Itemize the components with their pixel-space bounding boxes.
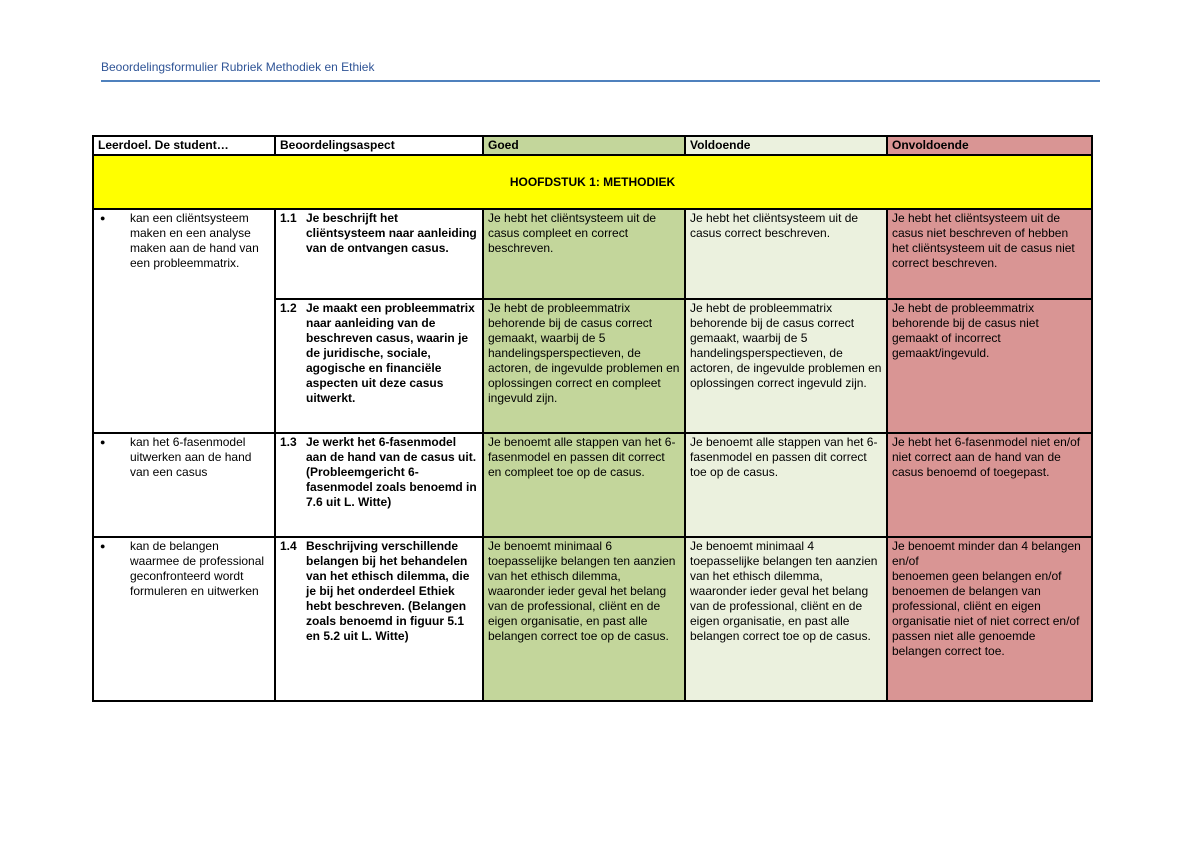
- aspect-number: 1.1: [280, 211, 297, 225]
- table-row: [93, 209, 1092, 299]
- page-header: Beoordelingsformulier Rubriek Methodiek en Ethiek: [101, 60, 375, 74]
- aspect-number: 1.4: [280, 539, 297, 553]
- col-header-onvoldoende: Onvoldoende: [887, 136, 1092, 155]
- chapter-row: [93, 155, 1092, 209]
- criteria-voldoende: Je hebt de probleemmatrix behorende bij de casus correct gemaakt, waarbij de 5 handelingsperspectieven, de actoren, de ingevulde problemen en oplossingen correct ingevuld zijn.: [685, 299, 887, 433]
- criteria-voldoende: Je benoemt alle stappen van het 6-fasenmodel en passen dit correct toe op de casus.: [685, 433, 887, 537]
- goal-cell: [93, 433, 275, 537]
- aspect-number: 1.3: [280, 435, 297, 449]
- aspect-number: 1.2: [280, 301, 297, 315]
- bullet-icon: ●: [100, 437, 106, 447]
- goal-text: kan een cliëntsysteem maken en een analyse maken aan de hand van een probleemmatrix.: [130, 211, 259, 270]
- criteria-goed: Je hebt het cliëntsysteem uit de casus compleet en correct beschreven.: [483, 209, 685, 299]
- table-row: [93, 537, 1092, 701]
- aspect-cell: [275, 299, 483, 433]
- col-header-voldoende: Voldoende: [685, 136, 887, 155]
- header-rule: [101, 80, 1100, 82]
- col-header-leerdoel: Leerdoel. De student…: [93, 136, 275, 155]
- criteria-onvoldoende: Je hebt het 6-fasenmodel niet en/of niet correct aan de hand van de casus benoemd of toegepast.: [887, 433, 1092, 537]
- bullet-icon: ●: [100, 213, 106, 223]
- criteria-onvoldoende: Je hebt het cliëntsysteem uit de casus niet beschreven of hebben het cliëntsysteem uit de casus niet correct beschreven.: [887, 209, 1092, 299]
- aspect-cell: [275, 433, 483, 537]
- goal-cell: [93, 537, 275, 701]
- header-row: [93, 136, 1092, 155]
- col-header-goed: Goed: [483, 136, 685, 155]
- criteria-goed: Je benoemt alle stappen van het 6-fasenmodel en passen dit correct en compleet toe op de casus.: [483, 433, 685, 537]
- criteria-goed: Je hebt de probleemmatrix behorende bij de casus correct gemaakt, waarbij de 5 handelingsperspectieven, de actoren, de ingevulde problemen en oplossingen correct en compleet ingevuld zijn.: [483, 299, 685, 433]
- aspect-cell: [275, 537, 483, 701]
- criteria-voldoende: Je benoemt minimaal 4 toepasselijke belangen ten aanzien van het ethisch dilemma, waaronder ieder geval het belang van de professional, cliënt en de eigen organisatie, en past alle belangen correct toe op de casus.: [685, 537, 887, 701]
- aspect-text: Beschrijving verschillende belangen bij het behandelen van het ethisch dilemma, die je bij het onderdeel Ethiek hebt beschreven. (Belangen zoals benoemd in figuur 5.1 en 5.2 uit L. Witte): [306, 539, 470, 643]
- rubric-table: [92, 135, 1093, 702]
- criteria-goed: Je benoemt minimaal 6 toepasselijke belangen ten aanzien van het ethisch dilemma, waaronder ieder geval het belang van de professional, cliënt en de eigen organisatie, en past alle belangen correct toe op de casus.: [483, 537, 685, 701]
- criteria-onvoldoende: Je benoemt minder dan 4 belangen en/of benoemen geen belangen en/of benoemen de belangen van professional, cliënt en eigen organisatie niet of niet correct en/of passen niet alle genoemde belangen correct toe.: [887, 537, 1092, 701]
- bullet-icon: ●: [100, 541, 106, 551]
- criteria-onvoldoende: Je hebt de probleemmatrix behorende bij de casus niet gemaakt of incorrect gemaakt/ingevuld.: [887, 299, 1092, 433]
- goal-text: kan de belangen waarmee de professional geconfronteerd wordt formuleren en uitwerken: [130, 539, 265, 598]
- goal-text: kan het 6-fasenmodel uitwerken aan de hand van een casus: [130, 435, 252, 479]
- aspect-text: Je maakt een probleemmatrix naar aanleiding van de beschreven casus, waarin je de juridische, sociale, agogische en financiële aspecten uit deze casus uitwerkt.: [306, 301, 475, 405]
- goal-cell: [93, 209, 275, 433]
- criteria-voldoende: Je hebt het cliëntsysteem uit de casus correct beschreven.: [685, 209, 887, 299]
- table-row: [93, 433, 1092, 537]
- aspect-text: Je werkt het 6-fasenmodel aan de hand van de casus uit. (Probleemgericht 6-fasenmodel zoals benoemd in 7.6 uit L. Witte): [306, 435, 477, 509]
- col-header-aspect: Beoordelingsaspect: [275, 136, 483, 155]
- aspect-cell: [275, 209, 483, 299]
- aspect-text: Je beschrijft het cliëntsysteem naar aanleiding van de ontvangen casus.: [306, 211, 477, 255]
- chapter-title: HOOFDSTUK 1: METHODIEK: [93, 155, 1092, 209]
